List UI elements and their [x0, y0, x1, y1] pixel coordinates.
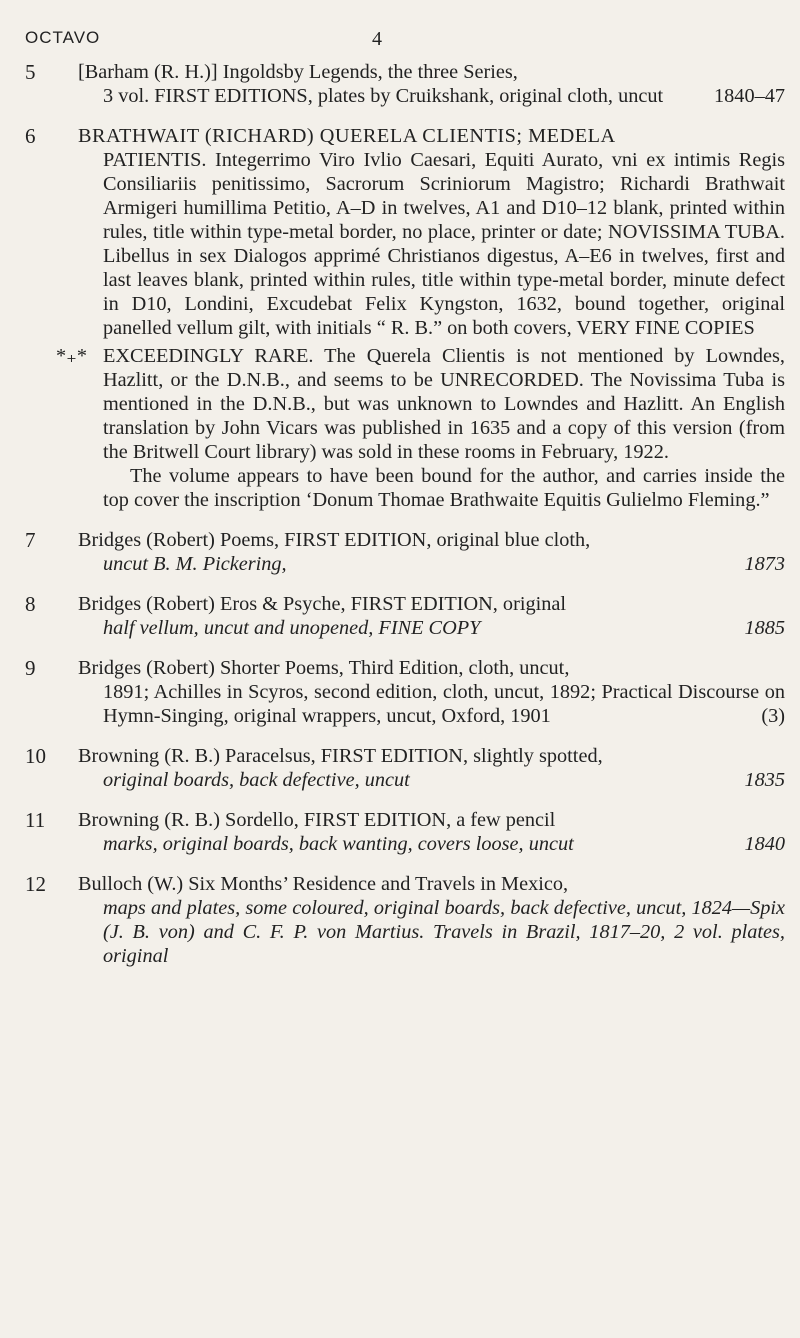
- page-number: 4: [372, 28, 383, 50]
- lot-number: 6: [25, 124, 36, 148]
- lot-entry: [25, 744, 785, 792]
- lot-title: Bridges (Robert) Poems, FIRST EDITION, original blue cloth,: [78, 529, 591, 551]
- page-header: [25, 28, 775, 52]
- lot-entry: [25, 872, 785, 968]
- lot-title: Browning (R. B.) Paracelsus, FIRST EDITION, slightly spotted,: [78, 745, 603, 767]
- note-marker: *₊*: [56, 345, 87, 367]
- lot-description: 1891; Achilles in Scyros, second edition, cloth, uncut, 1892; Practical Discourse on Hymn-Singing, original wrappers, uncut, Oxford, 1901 (3): [103, 681, 785, 727]
- lot-number: 9: [25, 656, 36, 680]
- lot-description: maps and plates, some coloured, original boards, back defective, uncut, 1824—Spix (J. B. von) and C. F. P. von Martius. Travels in Brazil, 1817–20, 2 vol. plates, original: [103, 897, 785, 967]
- lot-title: Bridges (Robert) Eros & Psyche, FIRST EDITION, original: [78, 593, 567, 615]
- lot-title: [Barham (R. H.)] Ingoldsby Legends, the three Series,: [78, 61, 518, 83]
- lot-title: Browning (R. B.) Sordello, FIRST EDITION, a few pencil: [78, 809, 556, 831]
- lot-date: 1835: [744, 769, 785, 791]
- lot-description: uncut B. M. Pickering, 1873: [103, 553, 785, 575]
- lot-title: BRATHWAIT (RICHARD) QUERELA CLIENTIS; MEDELA: [78, 125, 616, 147]
- lot-number: 8: [25, 592, 36, 616]
- lot-title: Bulloch (W.) Six Months’ Residence and Travels in Mexico,: [78, 873, 569, 895]
- lot-number: 12: [25, 872, 46, 896]
- lot-description: PATIENTIS. Integerrimo Viro Ivlio Caesari, Equiti Aurato, vni ex intimis Regis Consiliariis penitissimo, Sacrorum Scriniorum Magistro; Richardi Brathwait Armigeri humillima Petitio, A–D in twelves, A1 and D10–12 blank, printed within rules, title within type-metal border, no place, printer or date; NOVISSIMA TUBA. Libellus in sex Dialogos apprimé Christianos digestus, A–E6 in twelves, first and last leaves blank, printed within rules, title within type-metal border, minute defect in D10, Londini, Excudebat Felix Kyngston, 1632, bound together, original panelled vellum gilt, with initials “ R. B.” on both covers, VERY FINE COPIES: [103, 149, 785, 339]
- lot-date: (3): [761, 705, 785, 727]
- lot-title: Bridges (Robert) Shorter Poems, Third Edition, cloth, uncut,: [78, 657, 570, 679]
- lot-note: *₊* EXCEEDINGLY RARE. The Querela Clientis is not mentioned by Lowndes, Hazlitt, or the D.N.B., and seems to be UNRECORDED. The Novissima Tuba is mentioned in the D.N.B., but was unknown to Lowndes and Hazlitt. An English translation by John Vicars was published in 1635 and a copy of this version (from the Britwell Court library) was sold in these rooms in February, 1922.: [56, 345, 785, 463]
- lot-list: [25, 60, 785, 984]
- lot-date: 1873: [744, 553, 785, 575]
- lot-entry: [25, 528, 785, 576]
- lot-date: 1840: [744, 833, 785, 855]
- lot-description: original boards, back defective, uncut 1835: [103, 769, 785, 791]
- lot-entry: [25, 60, 785, 108]
- lot-entry: [25, 592, 785, 640]
- lot-entry: [25, 656, 785, 728]
- lot-date: 1840–47: [714, 85, 785, 107]
- lot-number: 7: [25, 528, 36, 552]
- section-label: OCTAVO: [25, 28, 101, 47]
- lot-entry: [25, 808, 785, 856]
- lot-description: 3 vol. FIRST EDITIONS, plates by Cruikshank, original cloth, uncut 1840–47: [103, 85, 785, 107]
- lot-number: 11: [25, 808, 46, 832]
- lot-description: marks, original boards, back wanting, covers loose, uncut 1840: [103, 833, 785, 855]
- lot-description: half vellum, uncut and unopened, FINE COPY 1885: [103, 617, 785, 639]
- lot-entry: [25, 124, 785, 512]
- lot-number: 5: [25, 60, 36, 84]
- lot-date: 1885: [744, 617, 785, 639]
- lot-number: 10: [25, 744, 46, 768]
- lot-note-continued: The volume appears to have been bound for the author, and carries inside the top cover the inscription ‘Donum Thomae Brathwaite Equitis Gulielmo Fleming.”: [103, 465, 785, 511]
